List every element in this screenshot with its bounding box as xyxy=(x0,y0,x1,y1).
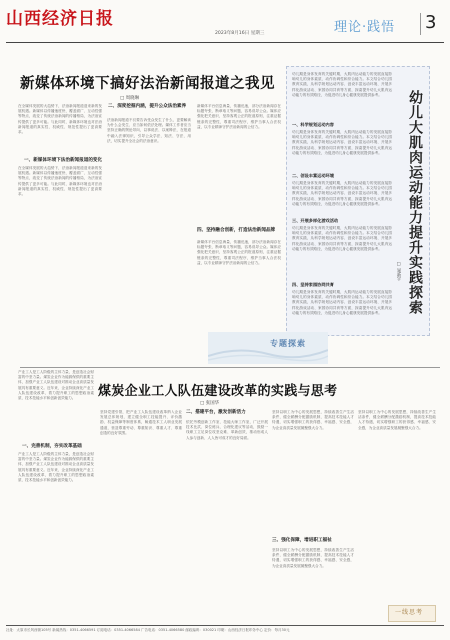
article1-byline: □ 周晓琳 xyxy=(120,96,140,101)
column-badge-label: 一线思考 xyxy=(395,609,424,616)
sidebar-body3: 幼儿期是身体发育的关键时期，大肌肉运动能力的发展直接影响幼儿的身体素质、动作协调性和综合能力。本文结合幼儿园教育实践，从科学规划运动内容、创设丰富运动环境、开展多样化游戏活动、家园协同共育等方面，探索提升幼儿大肌肉运动能力的有效路径，为促进幼儿身心健康发展提供参考。 xyxy=(292,226,392,251)
article2-title: 煤炭企业工人队伍建设改革的实践与思考 xyxy=(98,384,338,399)
sidebar-vertical-title: 幼儿大肌肉运动能力提升实践探索 xyxy=(407,90,423,315)
article1-col2-body: 法治新闻报道不仅要告诉受众发生了什么，更要解读为什么会发生、应当如何依法处理。媒体工作者应当坚持正确的舆论导向，以事说法、以案释法，在报道中融入法律知识，引导公众学法、知法、守法、用法，切实提升全社会的法治意识。 xyxy=(107,118,191,143)
sidebar-intro: 幼儿期是身体发育的关键时期，大肌肉运动能力的发展直接影响幼儿的身体素质、动作协调性和综合能力。本文结合幼儿园教育实践，从科学规划运动内容、创设丰富运动环境、开展多样化游戏活动、家园协同共育等方面，探索提升幼儿大肌肉运动能力的有效路径，为促进幼儿身心健康发展提供参考。 xyxy=(292,72,392,97)
article1-sub1: 一、新媒体环境下法治新闻报道的变化 xyxy=(24,158,103,163)
sidebar-sub2: 二、创设丰富运动环境 xyxy=(292,173,334,178)
footer-divider xyxy=(6,625,444,626)
article2-col2-body: 坚持党建引领，把产业工人队伍建设改革纳入企业发展总体规划，建立健全职工技能提升、评价激励、权益保障等制度体系，畅通技术工人职业发展通道，营造尊重劳动、尊重知识、尊重人才、尊重创造的良好氛围。 xyxy=(100,410,182,435)
article1-col3-body: 新媒体平台信息海量，传播迅速，部分法治新闻存在标题夸张、断章取义等问题，容易误导公众。媒体应强化把关意识，坚持客观公正的报道原则，注重证据链条的完整性，尊重司法程序，维护当事人合法权益，以专业精神守护法治新闻的公信力。 xyxy=(197,104,281,129)
feature-wave-graphic xyxy=(208,332,328,364)
article2-byline: □ 张国华 xyxy=(200,401,220,406)
article2-sub1: 一、完善机制，夯实改革基础 xyxy=(22,444,82,449)
article1-sub2: 二、深度挖掘内涵，提升公众法治素养 xyxy=(108,104,187,109)
article2-col4-body2: 坚持以职工为中心的发展思想，持续改善生产生活条件，健全薪酬分配激励机制，提高技术技能人才待遇，切实增强职工的获得感、幸福感、安全感，为企业高质量发展凝聚强大合力。 xyxy=(272,548,354,568)
footer-info: 社址：太原市长风西街105号 新闻热线：0351-4066591 订阅电话：0351-4066584 广告电话：0351-4066580 邮政编码：030021 印刷：山西经济日报印务中心 定价：每月30元 xyxy=(6,628,290,632)
masthead-divider xyxy=(6,42,444,43)
article2-col3-body: 依托劳模创新工作室、技能大师工作室，广泛开展技术比武、岗位练兵、合理化建议等活动，鼓励一线职工立足岗位攻坚克难、革新创效，推动形成人人参与创新、人人皆可成才的良好局面。 xyxy=(186,420,268,440)
article1-col3-body2: 新媒体平台信息海量，传播迅速，部分法治新闻存在标题夸张、断章取义等问题，容易误导公众。媒体应强化把关意识，坚持客观公正的报道原则，注重证据链条的完整性，尊重司法程序，维护当事人合法权益，以专业精神守护法治新闻的公信力。 xyxy=(197,240,281,265)
sidebar-sub3: 三、开展多样化游戏活动 xyxy=(292,218,339,223)
article2-col1-intro: 产业工人是工人阶级的主体力量，是创造社会财富的中坚力量。煤炭企业作为能源保供的重要主体，加强产业工人队伍建设对推动企业高质量发展具有重要意义。近年来，企业持续深化产业工人队伍建设改革，着力提升职工的思想政治素质、技术技能水平和创新创效能力。 xyxy=(18,370,94,401)
article1-col1-intro: 在全媒体发展的大趋势下，法治新闻报道迎来新的发展机遇。新媒体以传播速度快、覆盖面广、互动性强等特点，改变了传统法治新闻的传播格局，为法治宣传提供了更多可能。与此同时，新媒体环境也对法治新闻报道的真实性、权威性、规范性提出了更高要求。 xyxy=(18,104,102,135)
article2-col4-body: 坚持以职工为中心的发展思想，持续改善生产生活条件，健全薪酬分配激励机制，提高技术技能人才待遇，切实增强职工的获得感、幸福感、安全感，为企业高质量发展凝聚强大合力。 xyxy=(272,410,354,430)
article1-title: 新媒体环境下搞好法治新闻报道之我见 xyxy=(20,75,275,92)
sidebar-sub4: 四、坚持家园协同共育 xyxy=(292,282,334,287)
sidebar-body1: 幼儿期是身体发育的关键时期，大肌肉运动能力的发展直接影响幼儿的身体素质、动作协调性和综合能力。本文结合幼儿园教育实践，从科学规划运动内容、创设丰富运动环境、开展多样化游戏活动、家园协同共育等方面，探索提升幼儿大肌肉运动能力的有效路径，为促进幼儿身心健康发展提供参考。 xyxy=(292,130,392,155)
article-divider xyxy=(20,367,440,368)
article2-col5-body: 坚持以职工为中心的发展思想，持续改善生产生活条件，健全薪酬分配激励机制，提高技术技能人才待遇，切实增强职工的获得感、幸福感、安全感，为企业高质量发展凝聚强大合力。 xyxy=(358,410,436,430)
feature-label: 专题探索 xyxy=(270,338,306,348)
article2-col1-body: 产业工人是工人阶级的主体力量，是创造社会财富的中坚力量。煤炭企业作为能源保供的重要主体，加强产业工人队伍建设对推动企业高质量发展具有重要意义。近年来，企业持续深化产业工人队伍建设改革，着力提升职工的思想政治素质、技术技能水平和创新创效能力。 xyxy=(18,452,94,483)
sidebar-body2: 幼儿期是身体发育的关键时期，大肌肉运动能力的发展直接影响幼儿的身体素质、动作协调性和综合能力。本文结合幼儿园教育实践，从科学规划运动内容、创设丰富运动环境、开展多样化游戏活动、家园协同共育等方面，探索提升幼儿大肌肉运动能力的有效路径，为促进幼儿身心健康发展提供参考。 xyxy=(292,181,392,206)
article1-sub3: 四、坚持融合创新，打造法治新闻品牌 xyxy=(197,228,276,233)
article2-sub3: 三、强化保障，增进职工福祉 xyxy=(272,538,332,543)
masthead xyxy=(0,0,450,44)
sidebar-sub1: 一、科学规划运动内容 xyxy=(292,122,334,127)
newspaper-logo: 山西经济日报 xyxy=(6,9,114,29)
sidebar-body4: 幼儿期是身体发育的关键时期，大肌肉运动能力的发展直接影响幼儿的身体素质、动作协调性和综合能力。本文结合幼儿园教育实践，从科学规划运动内容、创设丰富运动环境、开展多样化游戏活动、家园协同共育等方面，探索提升幼儿大肌肉运动能力的有效路径，为促进幼儿身心健康发展提供参考。 xyxy=(292,290,392,315)
section-name: 理论·践悟 xyxy=(334,20,396,35)
page-number: 3 xyxy=(425,12,437,33)
article1-col1-body: 在全媒体发展的大趋势下，法治新闻报道迎来新的发展机遇。新媒体以传播速度快、覆盖面广、互动性强等特点，改变了传统法治新闻的传播格局，为法治宣传提供了更多可能。与此同时，新媒体环境也对法治新闻报道的真实性、权威性、规范性提出了更高要求。 xyxy=(18,166,102,197)
sidebar-byline: □ 晁新宇 xyxy=(396,262,401,282)
article2-sub2: 二、搭建平台，激发创新活力 xyxy=(186,410,246,415)
issue-date: 2023年8月16日 星期三 xyxy=(215,31,265,36)
feature-banner xyxy=(208,332,328,364)
